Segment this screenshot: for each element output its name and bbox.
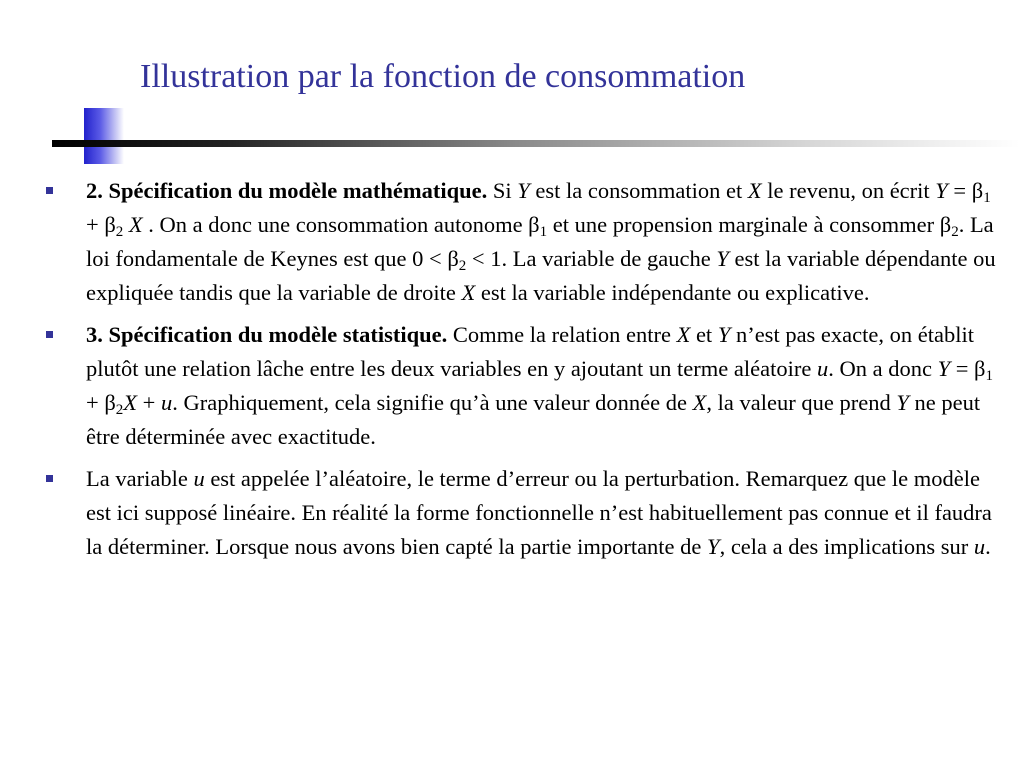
bullet-heading: 3. Spécification du modèle statistique. [86, 322, 448, 347]
text-span: , cela a des implications sur [719, 534, 974, 559]
variable: X [123, 212, 143, 237]
text-span: n’est pas exacte, on établit plutôt une relation lâche entre les deux variables en y ajoutant un terme aléatoire [86, 322, 974, 381]
text-span: . Graphiquement, cela signifie qu’à une valeur donnée de [172, 390, 693, 415]
text-span: et une propension marginale à consommer β [547, 212, 952, 237]
text-span: est la variable indépendante ou explicative. [475, 280, 870, 305]
bullet-square-icon [46, 475, 53, 482]
variable: X [692, 390, 707, 415]
variable: Y [707, 534, 720, 559]
text-span: ne peut être déterminée avec exactitude. [86, 390, 981, 449]
text-span: . La loi fondamentale de Keynes est que 0 < β [86, 212, 994, 271]
text-span: le revenu, on écrit [761, 178, 936, 203]
variable: X [461, 280, 476, 305]
subscript: 2 [115, 224, 124, 240]
text-span: La variable [86, 466, 194, 491]
slide-title: Illustration par la fonction de consommation [140, 58, 746, 95]
bullet-list [46, 174, 996, 564]
bullet-square-icon [46, 187, 53, 194]
subscript: 2 [951, 224, 959, 240]
text-span: et [690, 322, 718, 347]
variable: u [160, 390, 173, 415]
title-divider [52, 140, 1020, 147]
variable: Y [717, 322, 731, 347]
variable: u [816, 356, 829, 381]
equation-operator: + β [86, 212, 116, 237]
equation-operator: = β [947, 178, 984, 203]
variable: u [973, 534, 986, 559]
subscript: 1 [985, 368, 993, 384]
text-span: Comme la relation entre [447, 322, 677, 347]
text-span: est la variable dépendante ou expliquée tandis que la variable de droite [86, 246, 996, 305]
bullet-item-3 [46, 462, 996, 564]
text-span: , la valeur que prend [706, 390, 897, 415]
subscript: 1 [983, 190, 991, 206]
text-span: . On a donc une consommation autonome β [142, 212, 540, 237]
equation-operator: + β [86, 390, 116, 415]
subscript: 1 [539, 224, 548, 240]
variable: u [193, 466, 205, 491]
variable: X [747, 178, 762, 203]
subscript: 2 [458, 258, 467, 274]
subscript: 2 [115, 402, 124, 418]
variable: Y [937, 356, 951, 381]
bullet-heading: 2. Spécification du modèle mathématique. [86, 178, 488, 203]
bullet-item-1 [46, 174, 996, 310]
text-span: . On a donc [828, 356, 938, 381]
variable: Y [935, 178, 948, 203]
variable: Y [896, 390, 909, 415]
variable: Y [517, 178, 530, 203]
text-span: < 1. La variable de gauche [466, 246, 717, 271]
variable: Y [716, 246, 729, 271]
text-span: est appelée l’aléatoire, le terme d’erreur ou la perturbation. Remarquez que le modèle est ici supposé linéaire. En réalité la forme fonctionnelle n’est habituellement pas connue et il faudra la déterminer. Lorsque nous avons bien capté la partie importante de [86, 466, 992, 559]
equation-operator: + [137, 390, 161, 415]
variable: X [123, 390, 138, 415]
text-span: . [985, 534, 991, 559]
text-span: est la consommation et [529, 178, 748, 203]
bullet-item-2 [46, 318, 996, 454]
bullet-square-icon [46, 331, 53, 338]
variable: X [676, 322, 691, 347]
equation-operator: = β [950, 356, 986, 381]
text-span: Si [487, 178, 518, 203]
title-accent-block [84, 108, 124, 164]
